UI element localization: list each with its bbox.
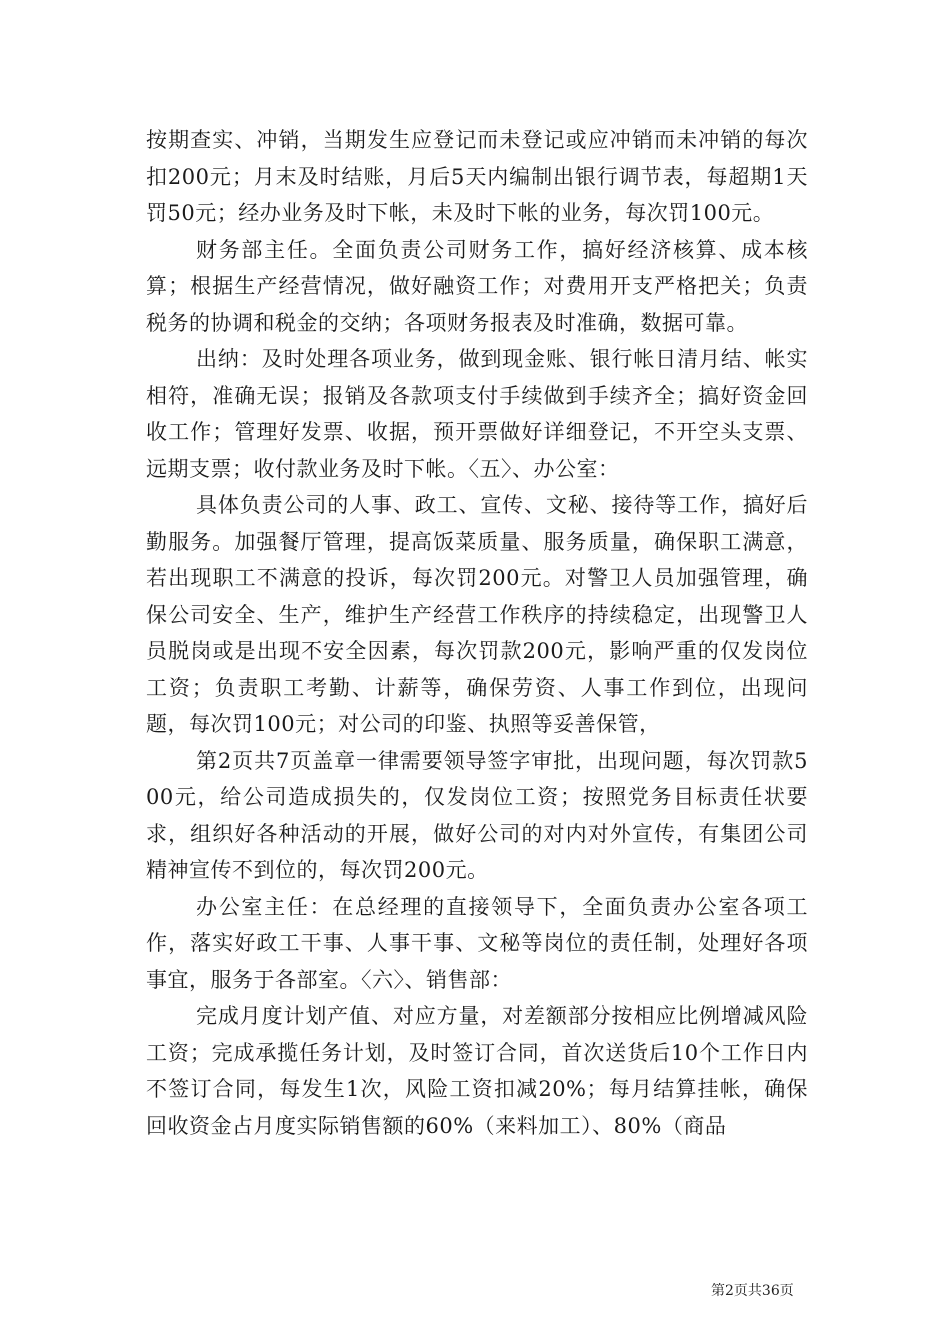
paragraph-sales-department: 完成月度计划产值、对应方量，对差额部分按相应比例增减风险工资；完成承揽任务计划，及时签订合同，首次送货后10个工作日内不签订合同，每发生1次，风险工资扣减20%；每月结算挂帐，确保回收资金占月度实际销售额的60%（来料加工）、80%（商品 — [146, 1004, 808, 1138]
paragraph-cashier-duties-continued: 按期查实、冲销，当期发生应登记而未登记或应冲销而未冲销的每次扣200元；月末及时结账，月后5天内编制出银行调节表，每超期1天罚50元；经办业务及时下帐，未及时下帐的业务，每次罚100元。 — [146, 128, 808, 225]
paragraph-office-director: 办公室主任：在总经理的直接领导下，全面负责办公室各项工作，落实好政工干事、人事干事、文秘等岗位的责任制，处理好各项事宜，服务于各部室。〈六〉、销售部： — [146, 894, 808, 992]
paragraph-office-seal: 第2页共7页盖章一律需要领导签字审批，出现问题，每次罚款500元，给公司造成损失的，仅发岗位工资；按照党务目标责任状要求，组织好各种活动的开展，做好公司的对内对外宣传，有集团公司精神宣传不到位的，每次罚200元。 — [146, 748, 808, 882]
document-body — [146, 122, 808, 1144]
paragraph-finance-director: 财务部主任。全面负责公司财务工作，搞好经济核算、成本核算；根据生产经营情况，做好融资工作；对费用开支严格把关；负责税务的协调和税金的交纳；各项财务报表及时准确，数据可靠。 — [146, 237, 808, 335]
page-number-footer: 第2页共36页 — [711, 1283, 794, 1299]
paragraph-office-duties: 具体负责公司的人事、政工、宣传、文秘、接待等工作，搞好后勤服务。加强餐厅管理，提高饭菜质量、服务质量，确保职工满意，若出现职工不满意的投诉，每次罚200元。对警卫人员加强管理，确保公司安全、生产，维护生产经营工作秩序的持续稳定，出现警卫人员脱岗或是出现不安全因素，每次罚款200元，影响严重的仅发岗位工资；负责职工考勤、计薪等，确保劳资、人事工作到位，出现问题，每次罚100元；对公司的印鉴、执照等妥善保管， — [146, 493, 808, 736]
paragraph-cashier: 出纳：及时处理各项业务，做到现金账、银行帐日清月结、帐实相符，准确无误；报销及各款项支付手续做到手续齐全；搞好资金回收工作；管理好发票、收据，预开票做好详细登记，不开空头支票、远期支票；收付款业务及时下帐。〈五〉、办公室： — [146, 347, 808, 481]
